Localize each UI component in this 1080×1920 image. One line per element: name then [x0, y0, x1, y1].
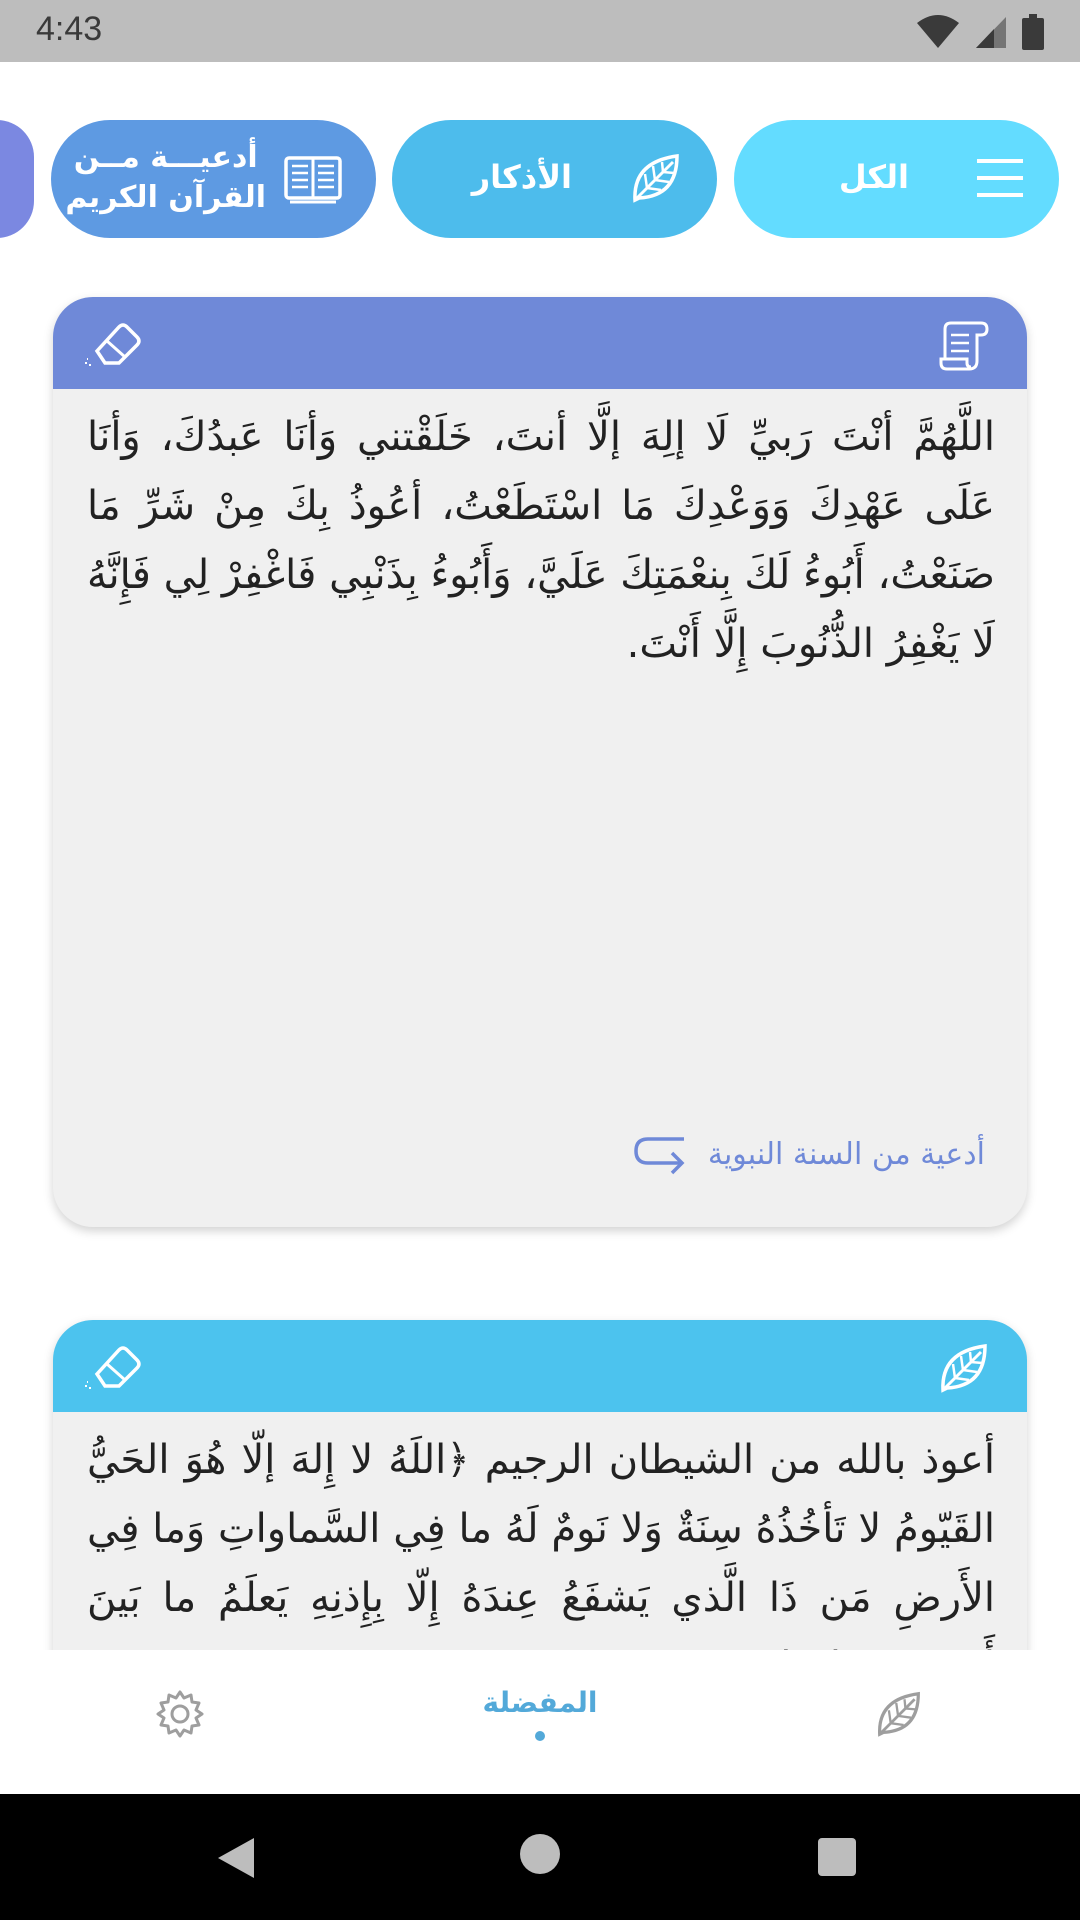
active-indicator	[535, 1731, 545, 1741]
eraser-icon[interactable]	[83, 1344, 141, 1390]
chip-all-label: الكل	[838, 158, 909, 196]
menu-icon	[977, 155, 1023, 201]
bottom-navigation	[0, 1650, 1080, 1794]
leaf-icon	[939, 1342, 989, 1394]
cell-signal-icon	[974, 15, 1008, 49]
status-icons	[916, 14, 1044, 50]
recent-apps-icon[interactable]	[818, 1838, 856, 1876]
return-arrow-icon	[634, 1131, 686, 1177]
scroll-icon	[939, 319, 989, 371]
card-header	[53, 297, 1027, 389]
dua-text: أعوذ بالله من الشيطان الرجيم ﴿اللَهُ لا إِلهَ إلّا هُوَ الحَيُّ القَيّومُ لا تَأخُذُهُ سِنَةٌ وَلا نَومٌ لَهُ ما فِي السَّماواتِ وَما فِي الأَرضِ مَن ذَا الَّذي يَشفَعُ عِندَهُ إِلّا بِإِذنِهِ يَعلَمُ ما بَينَ	[87, 1437, 995, 1621]
category-chips	[0, 120, 1080, 240]
book-icon	[284, 152, 342, 206]
back-icon[interactable]	[216, 1836, 256, 1880]
dua-text: اللَّهُمَّ أنْتَ رَبيِّ لَا إلِهَ إلَّا أنتَ، خَلَقْتني وَأنَا عَبدُكَ، وَأنَا عَلَى عَهْدِكَ وَوَعْدِكَ مَا اسْتَطَعْتُ، أعُوذُ بِكَ مِنْ شَرِّ مَا صَنَعْتُ، أَبُوءُ لَكَ بِنعْمَتِكَ عَلَيَّ، وَأَبُوءُ بِذَنْبِي فَاغْفِرْ لِي فَإِنَّهُ لَا يَغْفِرُ الذُّنُوبَ إِلَّا أَنْتَ.	[87, 414, 995, 667]
chip-all[interactable]	[734, 120, 1059, 238]
chip-quran-label	[65, 138, 266, 218]
card-source[interactable]	[634, 1131, 985, 1177]
system-navigation-bar	[0, 1794, 1080, 1920]
leaf-icon[interactable]	[876, 1690, 922, 1738]
nav-favorites-label: المفضلة	[482, 1686, 598, 1719]
card-source-label: أدعية من السنة النبوية	[707, 1136, 985, 1172]
home-icon[interactable]	[520, 1834, 560, 1874]
card-header	[53, 1320, 1027, 1412]
status-bar	[0, 0, 1080, 62]
eraser-icon[interactable]	[83, 321, 141, 367]
battery-icon	[1022, 14, 1044, 50]
leaf-icon	[631, 152, 681, 204]
dua-card[interactable]	[53, 297, 1027, 1227]
status-time: 4:43	[36, 10, 103, 48]
chip-adhkar[interactable]	[392, 120, 717, 238]
chip-next-partial[interactable]	[0, 120, 34, 238]
chip-quran-label-line1: أدعيـــة مــن	[73, 140, 258, 175]
chip-quran-duas[interactable]	[51, 120, 376, 238]
gear-icon[interactable]	[156, 1690, 204, 1738]
wifi-icon	[916, 15, 960, 49]
nav-favorites[interactable]	[470, 1686, 610, 1741]
chip-quran-label-line2: القرآن الكريم	[65, 180, 266, 215]
chip-adhkar-label: الأذكار	[471, 158, 572, 196]
